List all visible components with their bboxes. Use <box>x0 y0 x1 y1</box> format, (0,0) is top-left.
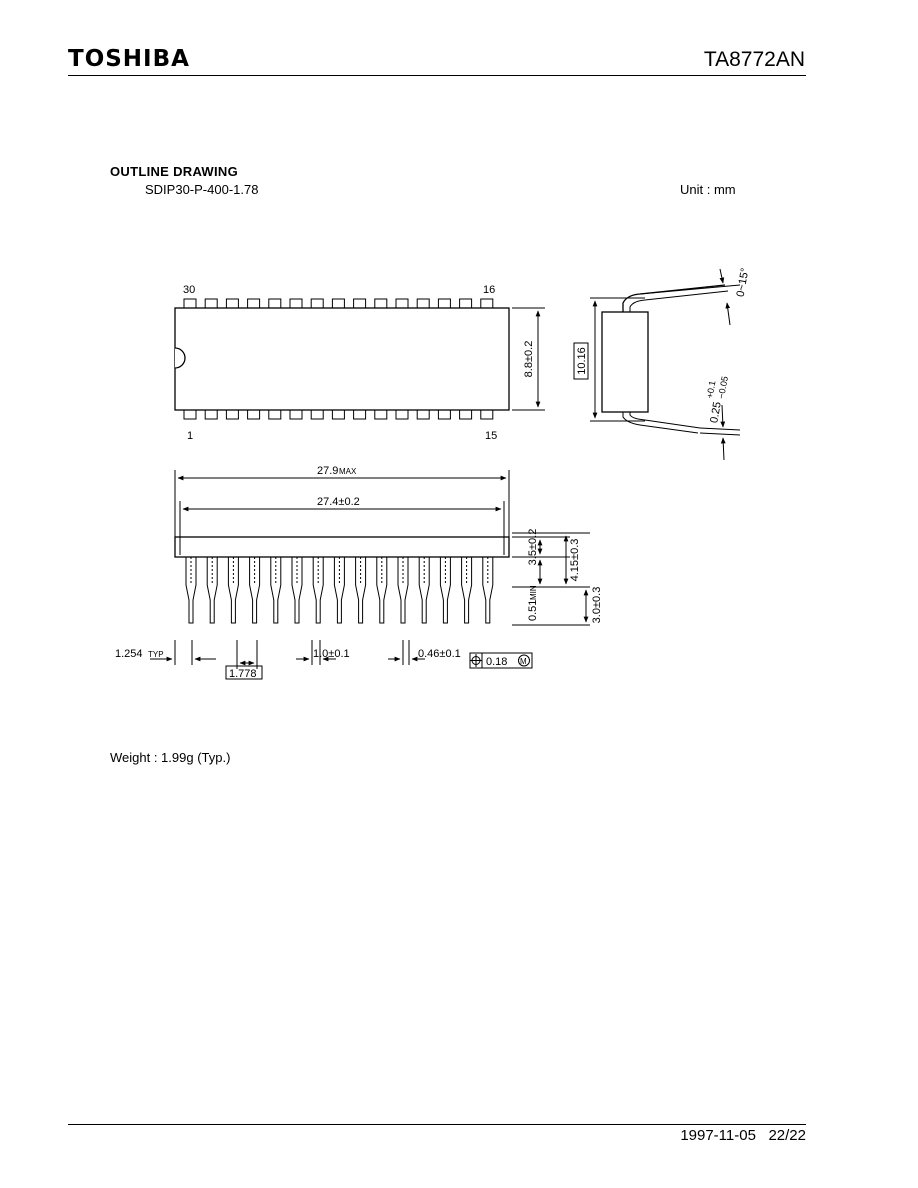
footer-rule <box>68 1124 806 1125</box>
pin-30-label: 30 <box>183 284 196 296</box>
bottom-pin-pad <box>417 410 429 419</box>
pin-15-label: 15 <box>485 430 498 442</box>
footer <box>680 1127 806 1144</box>
dim-lead-thickness-tol-bottom: −0.05 <box>716 375 730 400</box>
top-view <box>175 299 545 419</box>
bottom-pin-pad <box>269 410 281 419</box>
top-pin-pad <box>481 299 493 308</box>
dim-length-max-suffix: MAX <box>339 467 357 476</box>
pin-1-label: 1 <box>187 430 194 442</box>
dim-position-mod: M <box>520 657 527 666</box>
top-pin-pad <box>226 299 238 308</box>
top-pin-pad <box>460 299 472 308</box>
top-pin-pad <box>290 299 302 308</box>
top-pin-pad <box>184 299 196 308</box>
bottom-pin-pad <box>438 410 450 419</box>
side-view <box>590 269 740 460</box>
toshiba-logo: TOSHIBA <box>68 46 190 72</box>
dim-lead-length: 3.0±0.3 <box>591 586 603 624</box>
package-code: SDIP30-P-400-1.78 <box>145 182 259 197</box>
bottom-pin-pad <box>184 410 196 419</box>
front-view <box>150 470 590 679</box>
part-number: TA8772AN <box>703 48 805 71</box>
dim-standoff-suffix: MIN <box>529 585 538 600</box>
dim-lead-thickness: 0.25 <box>708 400 724 425</box>
dim-standoff: 0.51 <box>527 599 539 621</box>
bottom-pin-pad <box>332 410 344 419</box>
footer-page: 22/22 <box>768 1127 806 1144</box>
dim-end: 1.254 <box>115 648 143 660</box>
section-title: OUTLINE DRAWING <box>110 164 238 179</box>
dim-end-suffix: TYP <box>148 650 164 659</box>
dim-position-tol: 0.18 <box>486 656 508 668</box>
bottom-pin-pad <box>396 410 408 419</box>
dim-lead-width: 0.46±0.1 <box>418 648 461 660</box>
bottom-pin-pad <box>290 410 302 419</box>
bottom-pin-pad <box>205 410 217 419</box>
footer-date: 1997-11-05 <box>680 1127 756 1144</box>
dim-lead-thickness-tol-top: +0.1 <box>704 379 718 400</box>
outline-drawing <box>100 255 800 695</box>
top-pin-pad <box>396 299 408 308</box>
top-pin-pad <box>269 299 281 308</box>
top-pin-pad <box>438 299 450 308</box>
weight-note: Weight : 1.99g (Typ.) <box>110 750 231 765</box>
top-pin-pad <box>248 299 260 308</box>
dim-length-max: 27.9 <box>317 465 339 477</box>
bottom-pin-pad <box>354 410 366 419</box>
dim-angle: 0~15° <box>734 267 752 298</box>
top-pin-pad <box>205 299 217 308</box>
pin-16-label: 16 <box>483 284 496 296</box>
top-pin-pad <box>332 299 344 308</box>
dim-total-height: 4.15±0.3 <box>569 538 581 582</box>
bottom-pin-pad <box>460 410 472 419</box>
bottom-pin-pad <box>375 410 387 419</box>
top-pin-pad <box>354 299 366 308</box>
dim-length: 27.4±0.2 <box>317 496 360 508</box>
dim-height: 8.8±0.2 <box>523 340 535 378</box>
bottom-pin-pad <box>226 410 238 419</box>
header-rule <box>68 75 806 76</box>
top-pin-pad <box>311 299 323 308</box>
bottom-pin-pad <box>481 410 493 419</box>
bottom-pin-pad <box>311 410 323 419</box>
dim-lead-width-wide: 1.0±0.1 <box>313 648 350 660</box>
dim-pitch: 1.778 <box>229 668 257 680</box>
bottom-pin-pad <box>248 410 260 419</box>
dim-row-spacing: 10.16 <box>576 347 588 375</box>
dim-body-height: 3.5±0.2 <box>527 528 539 566</box>
top-pin-pad <box>375 299 387 308</box>
unit-label: Unit : mm <box>680 182 736 197</box>
top-pin-pad <box>417 299 429 308</box>
